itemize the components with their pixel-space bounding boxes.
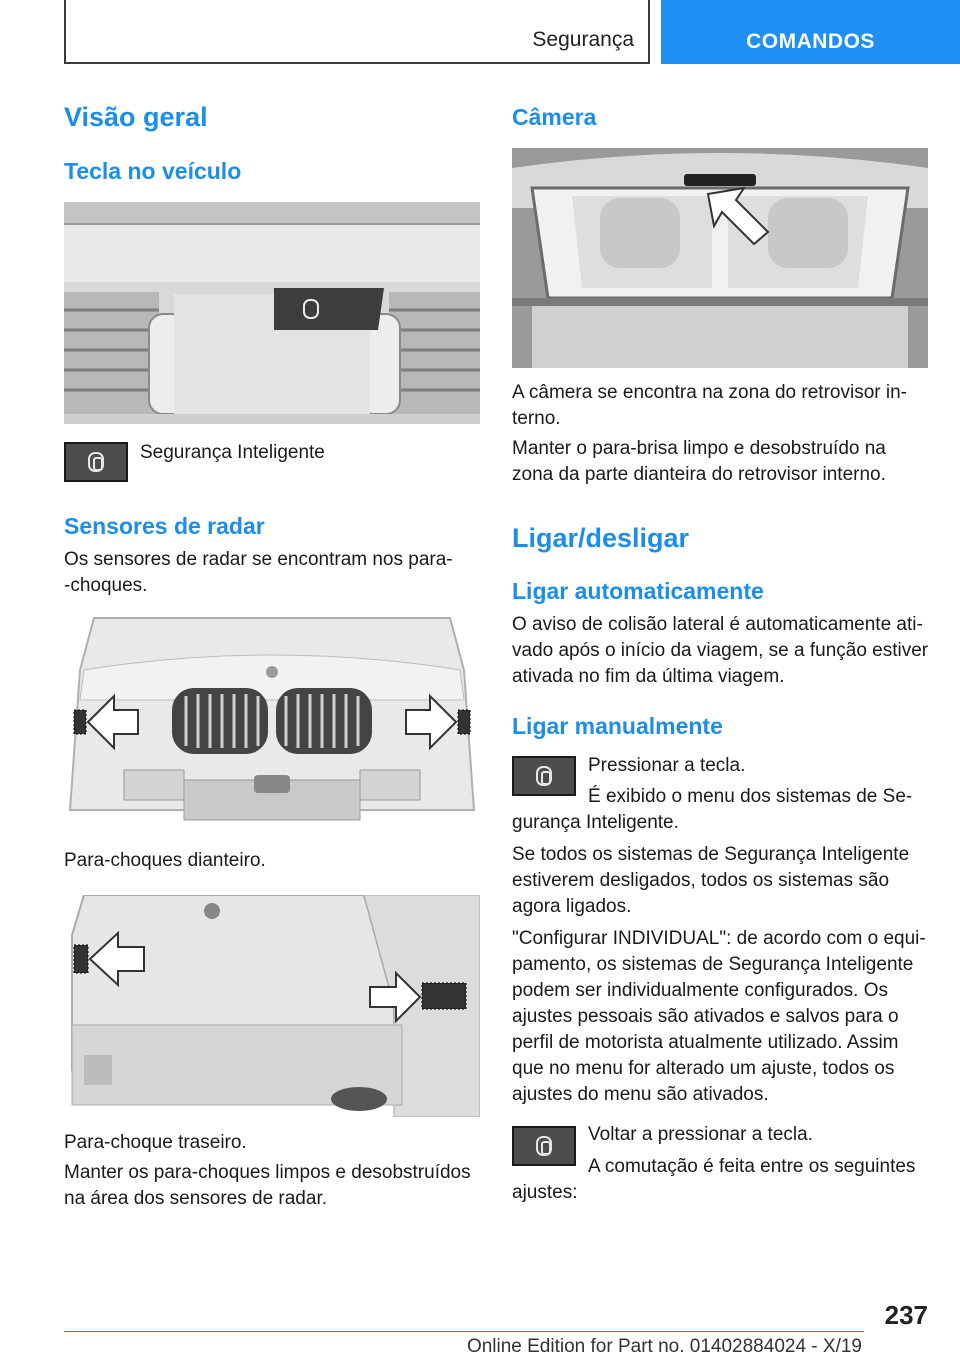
manual-step-press: Pressionar a tecla. (588, 755, 746, 776)
heading-sensores-de-radar: Sensores de radar (64, 513, 265, 539)
heading-tecla-no-veiculo: Tecla no veículo (64, 158, 242, 184)
footer-divider (64, 1331, 864, 1332)
page-number: 237 (884, 1300, 928, 1330)
heading-visao-geral: Visão geral (64, 102, 208, 132)
intelligent-safety-button-icon (64, 442, 128, 482)
figure-dashboard-key (64, 202, 480, 424)
figure-camera-location (512, 148, 928, 368)
auto-on-text: O aviso de colisão lateral é automaticamente ati- vado após o início da viagem, se a função estiver ativada no fim da última viagem. (512, 614, 929, 687)
header-tab-comandos[interactable] (661, 0, 960, 64)
switch-settings-cont: ajustes: (512, 1182, 578, 1203)
switch-settings-text: A comutação é feita entre os seguintes (588, 1156, 916, 1177)
camera-clean-text: Manter o para-brisa limpo e desobstruído na zona da parte dianteira do retrovisor interno. (512, 438, 886, 485)
intelligent-safety-button-icon (512, 756, 576, 796)
heading-camera: Câmera (512, 104, 597, 130)
press-again-text: Voltar a pressionar a tecla. (588, 1124, 813, 1145)
individual-config-text: "Configurar INDIVIDUAL": de acordo com o equi- pamento, os sistemas de Segurança Inteligente podem ser individualmente configurados. Os ajustes pessoais são ativados e salvos para o perfil de motorista atualmente utilizado. Assim que no menu for alterado um ajuste, todos os ajustes do menu são ativados. (512, 928, 926, 1105)
clean-sensors-text: Manter os para-choques limpos e desobstruídos na área dos sensores de radar. (64, 1162, 471, 1209)
header-section-box (64, 0, 650, 64)
header-tab-label: COMANDOS (746, 30, 875, 53)
camera-location-text: A câmera se encontra na zona do retrovisor in- terno. (512, 382, 907, 429)
rear-bumper-caption: Para-choque traseiro. (64, 1132, 247, 1153)
front-bumper-caption: Para-choques dianteiro. (64, 850, 266, 871)
heading-ligar-automaticamente: Ligar automaticamente (512, 578, 764, 604)
figure-front-bumper (64, 610, 480, 832)
all-systems-text: Se todos os sistemas de Segurança Inteligente estiverem desligados, todos os sistemas são agora ligados. (512, 844, 910, 917)
heading-ligar-manualmente: Ligar manualmente (512, 713, 723, 739)
header-section-title: Segurança (532, 28, 634, 51)
manual-step-menu: É exibido o menu dos sistemas de Se- (588, 786, 913, 807)
footer-edition: Online Edition for Part no. 01402884024 - X/19 (466, 1336, 862, 1357)
key-caption: Segurança Inteligente (140, 442, 325, 463)
manual-step-menu-cont: gurança Inteligente. (512, 812, 679, 833)
radar-location-text: Os sensores de radar se encontram nos para- -choques. (64, 549, 453, 596)
figure-rear-bumper (64, 895, 480, 1117)
heading-ligar-desligar: Ligar/desligar (512, 523, 690, 553)
intelligent-safety-button-icon (512, 1126, 576, 1166)
